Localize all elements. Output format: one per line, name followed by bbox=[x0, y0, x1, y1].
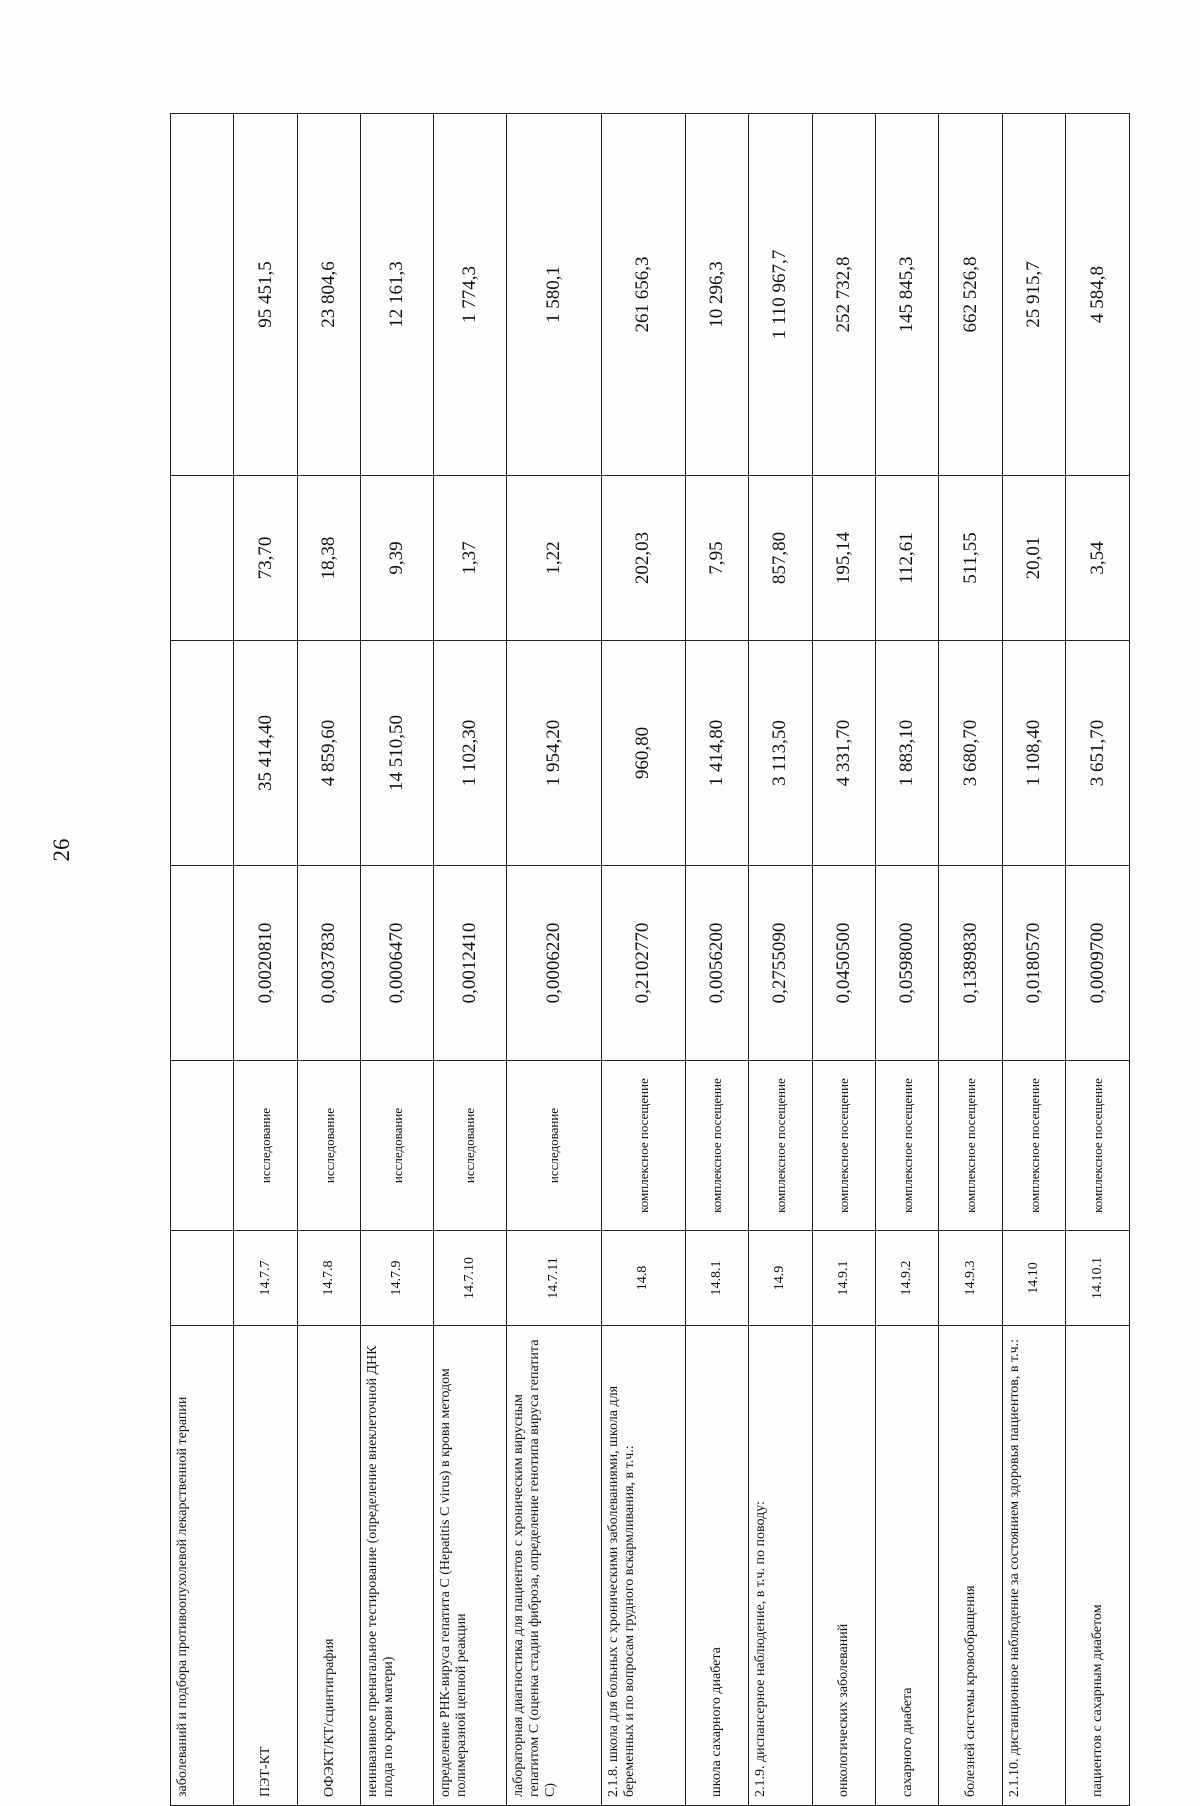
row-code bbox=[171, 1231, 234, 1326]
row-total: 10 296,3 bbox=[685, 114, 748, 476]
row-code: 14.9.3 bbox=[939, 1231, 1002, 1326]
row-unit: комплексное посещение bbox=[685, 1061, 748, 1231]
row-total: 1 774,3 bbox=[433, 114, 506, 476]
row-norm: 0,0020810 bbox=[234, 866, 297, 1061]
row-norm: 0,0009700 bbox=[1066, 866, 1130, 1061]
row-name: неинвазивное пренатальное тестирование (определение внеклеточной ДНК плода по крови матери) bbox=[361, 1326, 434, 1806]
row-per-capita: 112,61 bbox=[876, 476, 939, 641]
row-cost: 35 414,40 bbox=[234, 641, 297, 866]
row-per-capita: 9,39 bbox=[361, 476, 434, 641]
row-name: ПЭТ-КТ bbox=[234, 1326, 297, 1806]
table-row bbox=[601, 114, 685, 1806]
row-unit: комплексное посещение bbox=[1002, 1061, 1065, 1231]
table-row bbox=[361, 114, 434, 1806]
row-name: пациентов с сахарным диабетом bbox=[1066, 1326, 1130, 1806]
table-row bbox=[749, 114, 812, 1806]
row-norm: 0,0056200 bbox=[685, 866, 748, 1061]
row-cost: 4 859,60 bbox=[297, 641, 360, 866]
row-unit: исследование bbox=[361, 1061, 434, 1231]
row-code: 14.10.1 bbox=[1066, 1231, 1130, 1326]
row-name: 2.1.9. диспансерное наблюдение, в т.ч. по поводу: bbox=[749, 1326, 812, 1806]
table-row bbox=[297, 114, 360, 1806]
row-cost: 1 414,80 bbox=[685, 641, 748, 866]
row-norm: 0,1389830 bbox=[939, 866, 1002, 1061]
row-code: 14.8.1 bbox=[685, 1231, 748, 1326]
row-code: 14.8 bbox=[601, 1231, 685, 1326]
row-norm: 0,2755090 bbox=[749, 866, 812, 1061]
table-row bbox=[1002, 114, 1065, 1806]
row-total: 25 915,7 bbox=[1002, 114, 1065, 476]
row-norm: 0,0012410 bbox=[433, 866, 506, 1061]
row-code: 14.9 bbox=[749, 1231, 812, 1326]
row-unit: исследование bbox=[297, 1061, 360, 1231]
table-row bbox=[1066, 114, 1130, 1806]
row-total: 95 451,5 bbox=[234, 114, 297, 476]
table-row bbox=[171, 114, 234, 1806]
row-name: 2.1.10. дистанционное наблюдение за состоянием здоровья пациентов, в т.ч.: bbox=[1002, 1326, 1065, 1806]
row-per-capita: 18,38 bbox=[297, 476, 360, 641]
row-code: 14.10 bbox=[1002, 1231, 1065, 1326]
table-body bbox=[171, 114, 1130, 1806]
row-per-capita: 20,01 bbox=[1002, 476, 1065, 641]
row-total: 1 110 967,7 bbox=[749, 114, 812, 476]
row-code: 14.7.8 bbox=[297, 1231, 360, 1326]
row-norm: 0,0450500 bbox=[812, 866, 875, 1061]
row-cost bbox=[171, 641, 234, 866]
table-row bbox=[506, 114, 601, 1806]
row-unit: комплексное посещение bbox=[749, 1061, 812, 1231]
row-unit: комплексное посещение bbox=[939, 1061, 1002, 1231]
row-per-capita: 195,14 bbox=[812, 476, 875, 641]
row-norm: 0,0598000 bbox=[876, 866, 939, 1061]
row-unit: исследование bbox=[506, 1061, 601, 1231]
row-name: ОФЭКТ/КТ/сцинтиграфия bbox=[297, 1326, 360, 1806]
row-per-capita: 3,54 bbox=[1066, 476, 1130, 641]
row-name: лабораторная диагностика для пациентов с хроническим вирусным гепатитом С (оценка стадии фиброза, определение генотипа вируса гепатита С) bbox=[506, 1326, 601, 1806]
page-number: 26 bbox=[49, 838, 74, 862]
data-table bbox=[170, 113, 1130, 1806]
table-row bbox=[876, 114, 939, 1806]
row-norm: 0,2102770 bbox=[601, 866, 685, 1061]
row-name: 2.1.8. школа для больных с хроническими заболеваниями, школа для беременных и по вопросам грудного вскармливания, в т.ч.: bbox=[601, 1326, 685, 1806]
row-code: 14.9.2 bbox=[876, 1231, 939, 1326]
row-code: 14.7.10 bbox=[433, 1231, 506, 1326]
row-code: 14.7.7 bbox=[234, 1231, 297, 1326]
table-row bbox=[433, 114, 506, 1806]
row-cost: 4 331,70 bbox=[812, 641, 875, 866]
row-name: болезней системы кровообращения bbox=[939, 1326, 1002, 1806]
row-unit bbox=[171, 1061, 234, 1231]
row-norm bbox=[171, 866, 234, 1061]
row-cost: 1 102,30 bbox=[433, 641, 506, 866]
row-per-capita: 73,70 bbox=[234, 476, 297, 641]
row-unit: комплексное посещение bbox=[876, 1061, 939, 1231]
row-total: 4 584,8 bbox=[1066, 114, 1130, 476]
row-unit: комплексное посещение bbox=[601, 1061, 685, 1231]
row-cost: 3 651,70 bbox=[1066, 641, 1130, 866]
row-code: 14.7.9 bbox=[361, 1231, 434, 1326]
row-per-capita: 202,03 bbox=[601, 476, 685, 641]
table-row bbox=[939, 114, 1002, 1806]
rotated-table-container bbox=[170, 114, 1130, 1806]
row-unit: исследование bbox=[433, 1061, 506, 1231]
row-name: сахарного диабета bbox=[876, 1326, 939, 1806]
row-cost: 3 113,50 bbox=[749, 641, 812, 866]
row-total bbox=[171, 114, 234, 476]
row-per-capita: 511,55 bbox=[939, 476, 1002, 641]
row-norm: 0,0037830 bbox=[297, 866, 360, 1061]
row-per-capita: 7,95 bbox=[685, 476, 748, 641]
row-norm: 0,0006220 bbox=[506, 866, 601, 1061]
table-row bbox=[685, 114, 748, 1806]
row-per-capita: 1,22 bbox=[506, 476, 601, 641]
row-cost: 1 108,40 bbox=[1002, 641, 1065, 866]
row-cost: 960,80 bbox=[601, 641, 685, 866]
row-code: 14.9.1 bbox=[812, 1231, 875, 1326]
row-name: онкологических заболеваний bbox=[812, 1326, 875, 1806]
row-per-capita bbox=[171, 476, 234, 641]
table-row bbox=[234, 114, 297, 1806]
row-total: 12 161,3 bbox=[361, 114, 434, 476]
table-row bbox=[812, 114, 875, 1806]
row-name: школа сахарного диабета bbox=[685, 1326, 748, 1806]
row-norm: 0,0006470 bbox=[361, 866, 434, 1061]
row-name: заболеваний и подбора противоопухолевой лекарственной терапии bbox=[171, 1326, 234, 1806]
row-total: 145 845,3 bbox=[876, 114, 939, 476]
row-total: 1 580,1 bbox=[506, 114, 601, 476]
row-unit: исследование bbox=[234, 1061, 297, 1231]
row-per-capita: 1,37 bbox=[433, 476, 506, 641]
row-total: 252 732,8 bbox=[812, 114, 875, 476]
row-per-capita: 857,80 bbox=[749, 476, 812, 641]
row-cost: 1 954,20 bbox=[506, 641, 601, 866]
row-code: 14.7.11 bbox=[506, 1231, 601, 1326]
row-total: 662 526,8 bbox=[939, 114, 1002, 476]
row-cost: 3 680,70 bbox=[939, 641, 1002, 866]
row-name: определение РНК-вируса гепатита С (Hepatitis C virus) в крови методом полимеразной цепной реакции bbox=[433, 1326, 506, 1806]
row-cost: 1 883,10 bbox=[876, 641, 939, 866]
row-cost: 14 510,50 bbox=[361, 641, 434, 866]
row-norm: 0,0180570 bbox=[1002, 866, 1065, 1061]
row-total: 261 656,3 bbox=[601, 114, 685, 476]
row-unit: комплексное посещение bbox=[812, 1061, 875, 1231]
row-unit: комплексное посещение bbox=[1066, 1061, 1130, 1231]
row-total: 23 804,6 bbox=[297, 114, 360, 476]
